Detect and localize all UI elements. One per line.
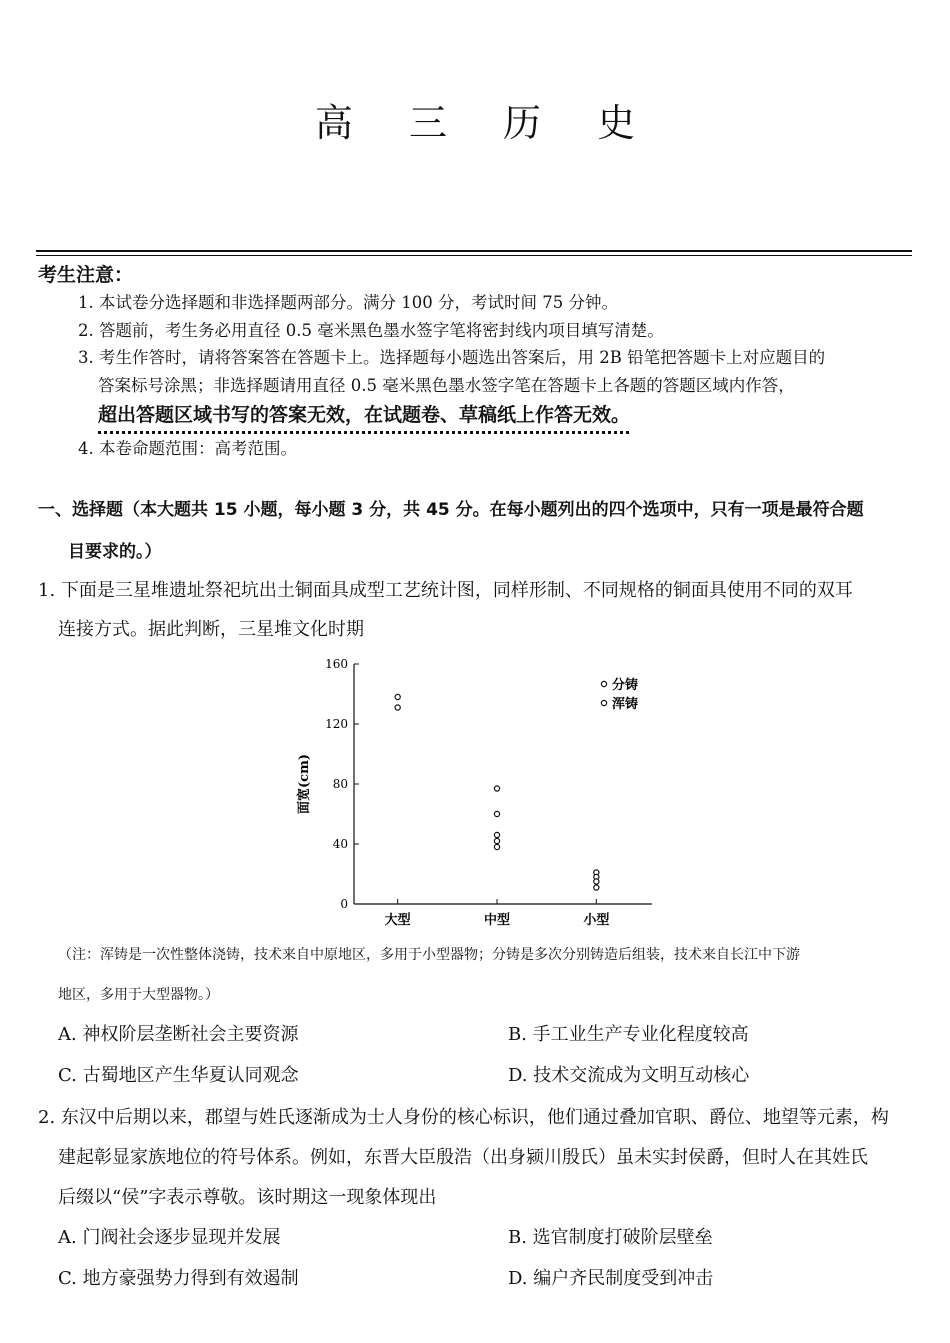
q1-stem-line2: 连接方式。据此判断，三星堆文化时期 [58,619,364,640]
notice-heading: 考生注意： [38,264,134,286]
q2-option-c[interactable]: C. 地方豪强势力得到有效遏制 [58,1268,299,1289]
data-point [494,832,499,837]
q1-option-a[interactable]: A. 神权阶层垄断社会主要资源 [58,1024,299,1045]
data-point [494,811,499,816]
legend-marker [601,700,606,705]
q2-option-d[interactable]: D. 编户齐民制度受到冲击 [508,1268,714,1289]
q1-stem-line1: 1. 下面是三星堆遗址祭祀坑出土铜面具成型工艺统计图，同样形制、不同规格的铜面具使用不同的双耳 [38,580,853,601]
casting-scatter-chart [290,652,670,932]
q2-stem-line2: 建起彰显家族地位的符号体系。例如，东晋大臣殷浩（出身颍川殷氏）虽未实封侯爵，但时人在其姓氏 [58,1147,868,1168]
header-rule-thick [36,250,912,252]
x-tick-label: 大型 [384,913,411,928]
data-point [594,879,599,884]
q2-option-a[interactable]: A. 门阀社会逐步显现并发展 [58,1227,281,1248]
x-tick-label: 中型 [483,913,511,928]
notice-item-3: 3. 考生作答时，请将答案答在答题卡上。选择题每小题选出答案后，用 2B 铅笔把答题卡上对应题目的 [78,348,826,367]
section-heading-line1: 一、选择题（本大题共 15 小题，每小题 3 分，共 45 分。在每小题列出的四个选项中，只有一项是最符合题 [38,500,864,520]
q1-option-b[interactable]: B. 手工业生产专业化程度较高 [508,1024,749,1045]
data-point [494,786,499,791]
y-tick-label: 0 [340,897,348,911]
y-tick-label: 160 [325,657,348,671]
legend-entry: 分铸 [612,678,639,693]
y-tick-label: 40 [332,837,348,851]
q1-note-line2: 地区，多用于大型器物。） [58,987,219,1003]
q1-option-c[interactable]: C. 古蜀地区产生华夏认同观念 [58,1065,299,1086]
data-point [395,705,400,710]
section-heading-line2: 目要求的。） [68,542,162,562]
data-point [395,694,400,699]
y-axis-label: 面宽(cm) [297,754,312,814]
notice-item-1: 1. 本试卷分选择题和非选择题两部分。满分 100 分，考试时间 75 分钟。 [78,293,618,312]
data-point [594,885,599,890]
notice-item-3-cont: 答案标号涂黑；非选择题请用直径 0.5 毫米黑色墨水签字笔在答题卡上各题的答题区域内作答， [98,376,795,395]
q1-note-line1: （注：浑铸是一次性整体浇铸，技术来自中原地区，多用于小型器物；分铸是多次分别铸造后组装，技术来自长江中下游 [58,947,800,963]
q2-option-b[interactable]: B. 选官制度打破阶层壁垒 [508,1227,713,1248]
y-tick-label: 80 [332,777,348,791]
header-rule-thin [36,255,912,256]
notice-emphasis: 超出答题区域书写的答案无效，在试题卷、草稿纸上作答无效。 [98,404,631,426]
y-tick-label: 120 [325,717,348,731]
notice-item-2: 2. 答题前，考生务必用直径 0.5 毫米黑色墨水签字笔将密封线内项目填写清楚。 [78,321,664,340]
q1-option-d[interactable]: D. 技术交流成为文明互动核心 [508,1065,750,1086]
q2-stem-line1: 2. 东汉中后期以来，郡望与姓氏逐渐成为士人身份的核心标识，他们通过叠加官职、爵位、地望等元素，构 [38,1107,889,1128]
notice-item-4: 4. 本卷命题范围：高考范围。 [78,439,297,458]
legend-entry: 浑铸 [612,697,639,712]
q2-stem-line3: 后缀以“侯”字表示尊敬。该时期这一现象体现出 [58,1187,437,1208]
page-title: 高 三 历 史 [314,101,658,145]
legend-marker [601,681,606,686]
data-point [494,838,499,843]
data-point [494,844,499,849]
x-tick-label: 小型 [583,913,610,928]
